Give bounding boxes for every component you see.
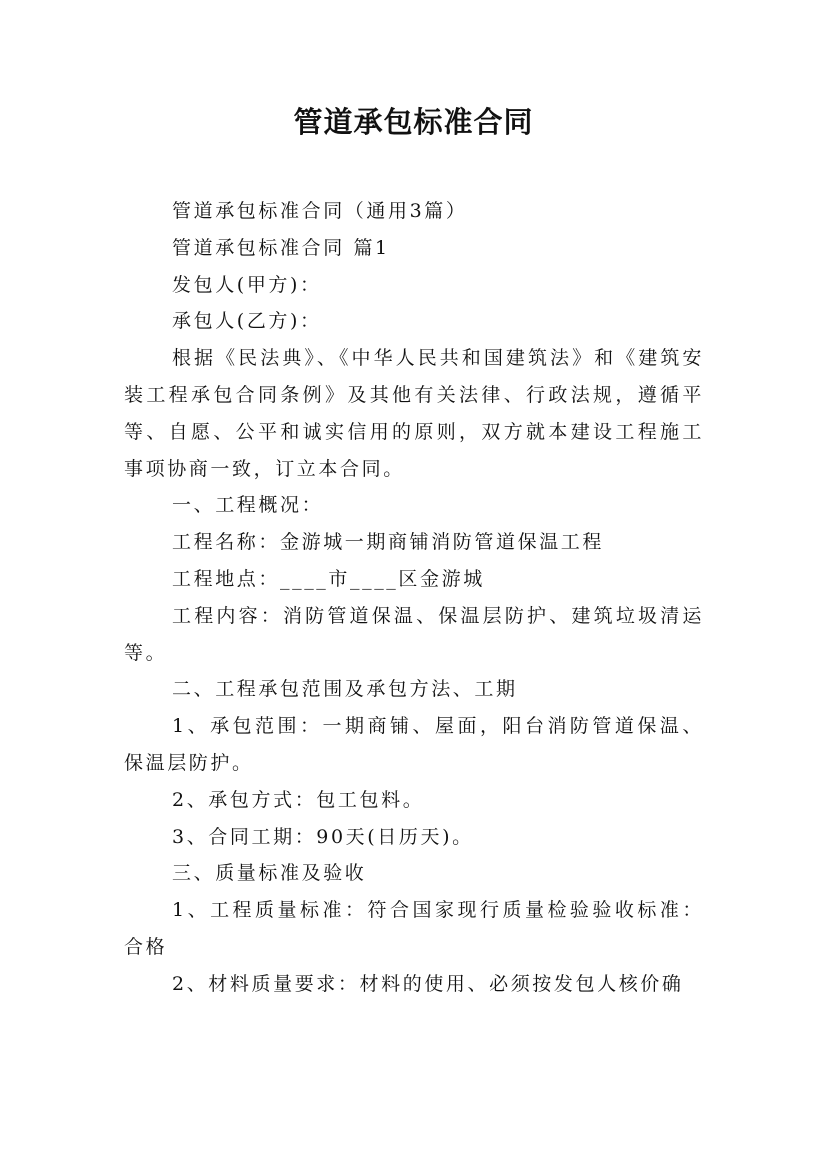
paragraph-party-a: 发包人(甲方)： — [172, 273, 322, 296]
paragraph-scope: 1、承包范围：一期商铺、屋面，阳台消防管道保温、保温层防护。 — [124, 715, 704, 774]
paragraph-project-location: 工程地点：____市____区金游城 — [172, 567, 485, 590]
section-heading-scope: 二、工程承包范围及承包方法、工期 — [172, 678, 518, 701]
paragraph-preamble: 根据《民法典》、《中华人民共和国建筑法》和《建筑安装工程承包合同条例》及其他有关法律、行政法规，遵循平等、自愿、公平和诚实信用的原则，双方就本建设工程施工事项协商一致，订立本合同。 — [124, 347, 704, 480]
document-body — [124, 193, 704, 1003]
document-title: 管道承包标准合同 — [293, 105, 534, 139]
section-heading-overview: 一、工程概况： — [172, 494, 324, 517]
paragraph-party-b: 承包人(乙方)： — [172, 310, 322, 333]
paragraph-quality-standard: 1、工程质量标准：符合国家现行质量检验验收标准：合格 — [124, 899, 704, 958]
paragraph-method: 2、承包方式：包工包料。 — [172, 788, 425, 811]
paragraph-project-name: 工程名称：金游城一期商铺消防管道保温工程 — [172, 531, 605, 554]
paragraph-material-quality: 2、材料质量要求：材料的使用、必须按发包人核价确 — [172, 972, 684, 995]
section-heading-quality: 三、质量标准及验收 — [172, 862, 367, 885]
paragraph-project-content: 工程内容：消防管道保温、保温层防护、建筑垃圾清运等。 — [124, 604, 704, 664]
paragraph-duration: 3、合同工期：90天(日历天)。 — [172, 825, 474, 848]
paragraph-subtitle: 管道承包标准合同（通用3篇） — [172, 200, 468, 222]
paragraph-part-heading: 管道承包标准合同 篇1 — [172, 236, 390, 259]
